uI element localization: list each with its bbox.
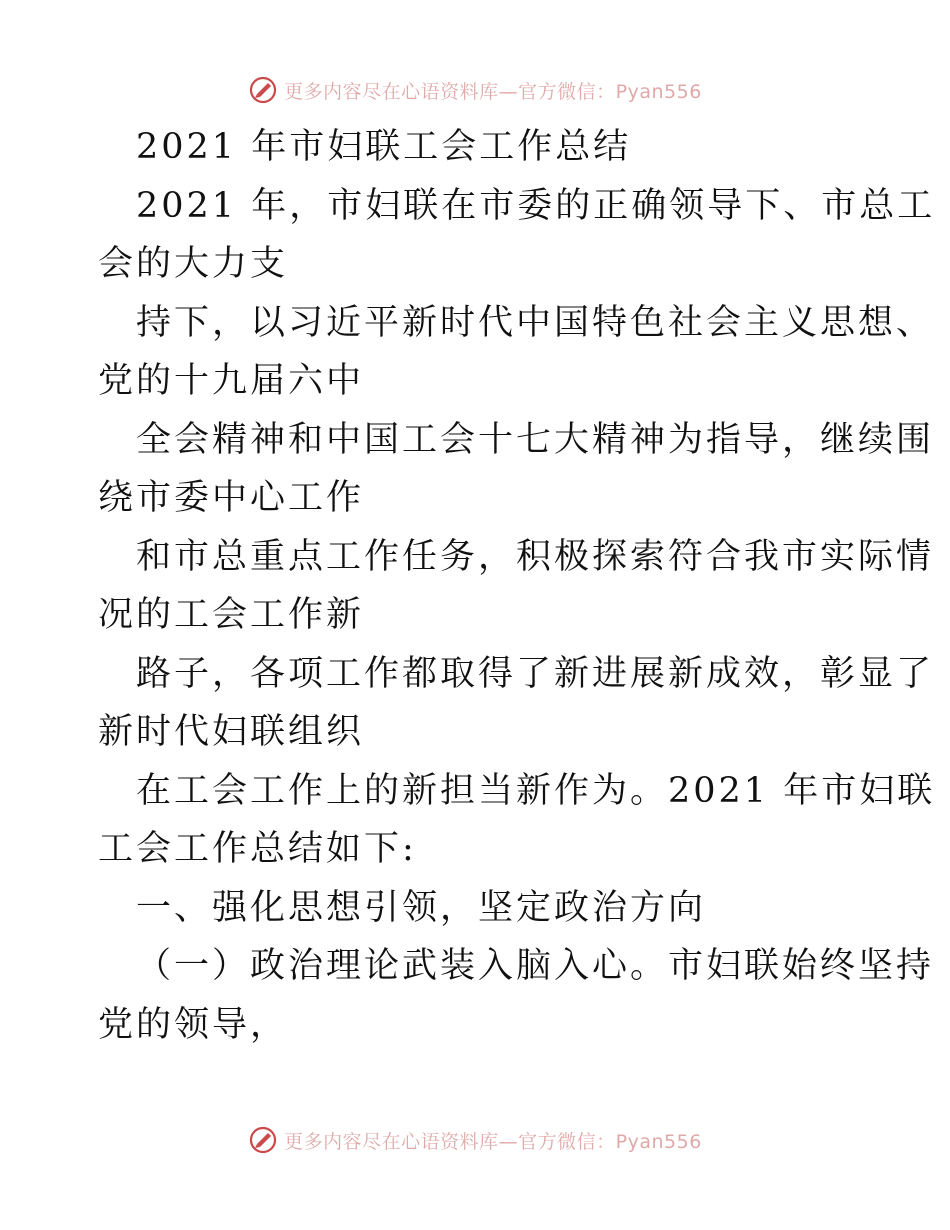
- paragraph-line: 工会工作总结如下:: [98, 829, 417, 869]
- paragraph-line: （一）政治理论武装入脑入心。市妇联始终坚持: [136, 946, 935, 986]
- watermark-footer: [0, 1120, 950, 1160]
- paragraph-line: 党的领导，: [98, 1004, 289, 1045]
- logo-icon: [248, 1125, 278, 1155]
- section-heading: 一、强化思想引领，坚定政治方向: [136, 887, 707, 928]
- paragraph-line: 全会精神和中国工会十七大精神为指导，继续围: [136, 419, 935, 460]
- paragraph-line: 在工会工作上的新担当新作为。2021 年市妇联: [136, 770, 936, 811]
- watermark-text: 更多内容尽在心语资料库—官方微信：Pyan556: [284, 80, 702, 103]
- paragraph-line: 党的十九届六中: [98, 361, 365, 401]
- document-title: 2021 年市妇联工会工作总结: [136, 127, 632, 167]
- paragraph-line: 新时代妇联组织: [98, 712, 365, 752]
- paragraph-line: 和市总重点工作任务，积极探索符合我市实际情: [136, 536, 935, 577]
- paragraph-line: 绕市委中心工作: [98, 478, 365, 518]
- paragraph-line: 路子，各项工作都取得了新进展新成效，彰显了: [136, 653, 935, 694]
- watermark-text: 更多内容尽在心语资料库—官方微信：Pyan556: [284, 1130, 702, 1153]
- paragraph-line: 持下，以习近平新时代中国特色社会主义思想、: [136, 302, 935, 343]
- paragraph-line: 2021 年，市妇联在市委的正确领导下、市总工: [136, 185, 936, 226]
- document-body: [98, 118, 936, 1054]
- paragraph-line: 会的大力支: [98, 244, 289, 284]
- paragraph-line: 况的工会工作新: [98, 595, 365, 635]
- logo-icon: [248, 75, 278, 105]
- watermark-header: [0, 70, 950, 110]
